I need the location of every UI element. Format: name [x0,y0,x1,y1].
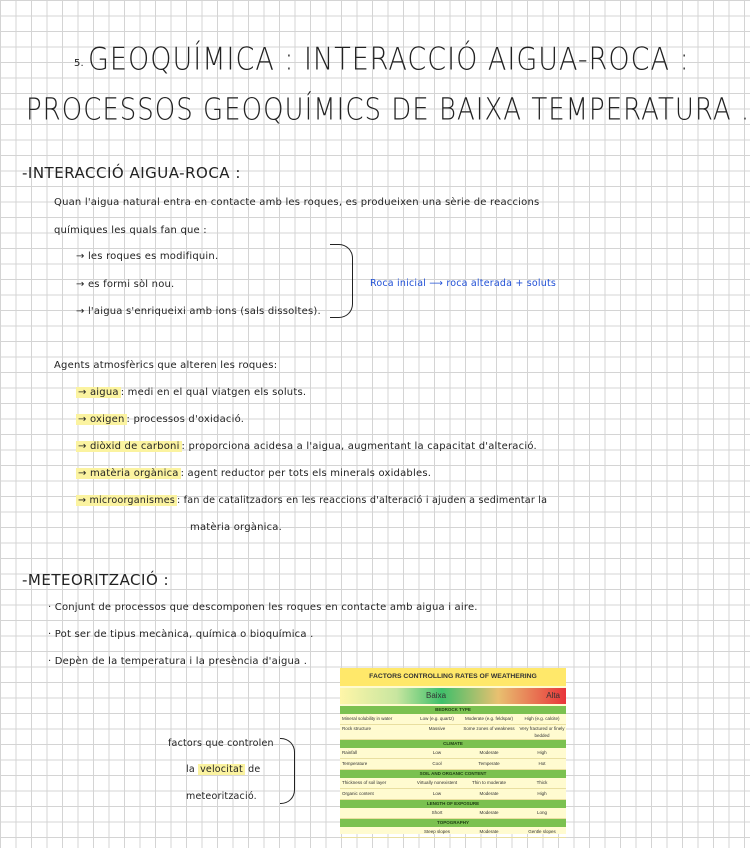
agents-title: Agents atmosfèrics que alteren les roques: [54,360,278,371]
agent-item-continuation: matèria orgànica. [190,522,282,533]
agent-term: diòxid de carboni [89,441,180,452]
section1-intro-line2: químiques les quals fan que : [54,225,207,236]
section1-heading: -INTERACCIÓ AIGUA-ROCA : [22,164,241,182]
agent-item-materia-organica: → matèria orgànica : agent reductor per tots els minerals oxidables. [78,468,432,479]
table-row: Short Moderate Long [340,808,566,819]
effect-item: → l'aigua s'enriqueixi amb ions (sals dissoltes). [76,306,321,317]
curly-brace-factors [280,738,295,804]
section2-heading: -METEORITZACIÓ : [22,571,170,589]
table-section-header: TOPOGRAPHY [340,819,566,827]
table-section-header: CLIMATE [340,740,566,748]
table-row: Steep slopes Moderate Gentle slopes [340,827,566,838]
agent-term: oxigen [89,414,125,425]
table-title: FACTORS CONTROLLING RATES OF WEATHERING [340,668,566,686]
table-row: Thickness of soil layer Virtually nonexistent Thin to moderate Thick [340,778,566,789]
factors-line2: la velocitat de [186,764,261,775]
table-row: Mineral solubility in water Low (e.g. quartz) Moderate (e.g. feldspar) High (e.g. calcite) [340,714,566,725]
agent-term: microorganismes [89,495,175,506]
agent-item-microorganismes: → microorganismes : fan de catalitzadors en les reaccions d'alteració i ajuden a sedimentar la [78,495,548,506]
factors-line1: factors que controlen [168,738,274,749]
table-section-header: LENGTH OF EXPOSURE [340,800,566,808]
agent-item-oxigen: → oxigen : processos d'oxidació. [78,414,245,425]
agent-item-aigua: → aigua : medi en el qual viatgen els soluts. [78,387,307,398]
page-title-line1: GEOQUÍMICA : INTERACCIÓ AIGUA-ROCA : [88,42,690,78]
rate-high-label: Alta [546,691,560,700]
rate-low-label: Baixa [426,691,447,700]
section-number: 5. [74,58,84,69]
agent-item-co2: → diòxid de carboni : proporciona acidesa a l'aigua, augmentant la capacitat d'alteració. [78,441,537,452]
table-section-header: SOIL AND ORGANIC CONTENT [340,770,566,778]
weathering-factors-table [340,668,566,834]
section1-intro-line1: Quan l'aigua natural entra en contacte amb les roques, es produeixen una sèrie de reaccions [54,197,540,208]
meteoritzacio-bullet: · Depèn de la temperatura i la presència d'aigua . [48,656,308,667]
page-title-line2: PROCESSOS GEOQUÍMICS DE BAIXA TEMPERATURA . [26,93,750,128]
meteoritzacio-bullet: · Conjunt de processos que descomponen les roques en contacte amb aigua i aire. [48,602,478,613]
rate-gradient-bar [340,688,566,704]
meteoritzacio-bullet: · Pot ser de tipus mecànica, química o bioquímica . [48,629,314,640]
table-row: Rock structure Massive Some zones of weakness Very fractured or finely bedded [342,726,565,738]
table-row: Temperature Cool Temperate Hot [340,759,566,770]
table-row: Rainfall Low Moderate High [340,748,566,759]
table-row: Organic content Low Moderate High [340,789,566,800]
factors-line3: meteorització. [186,791,257,802]
agent-term: aigua [89,387,119,398]
reaction-result: Roca inicial ⟶ roca alterada + soluts [370,278,557,289]
effect-item: → les roques es modifiquin. [76,251,219,262]
table-section-header: BEDROCK TYPE [340,706,566,714]
velocitat-term: velocitat [200,764,243,775]
agent-term: matèria orgànica [89,468,179,479]
curly-brace-effects [330,244,353,318]
effect-item: → es formi sòl nou. [76,279,175,290]
